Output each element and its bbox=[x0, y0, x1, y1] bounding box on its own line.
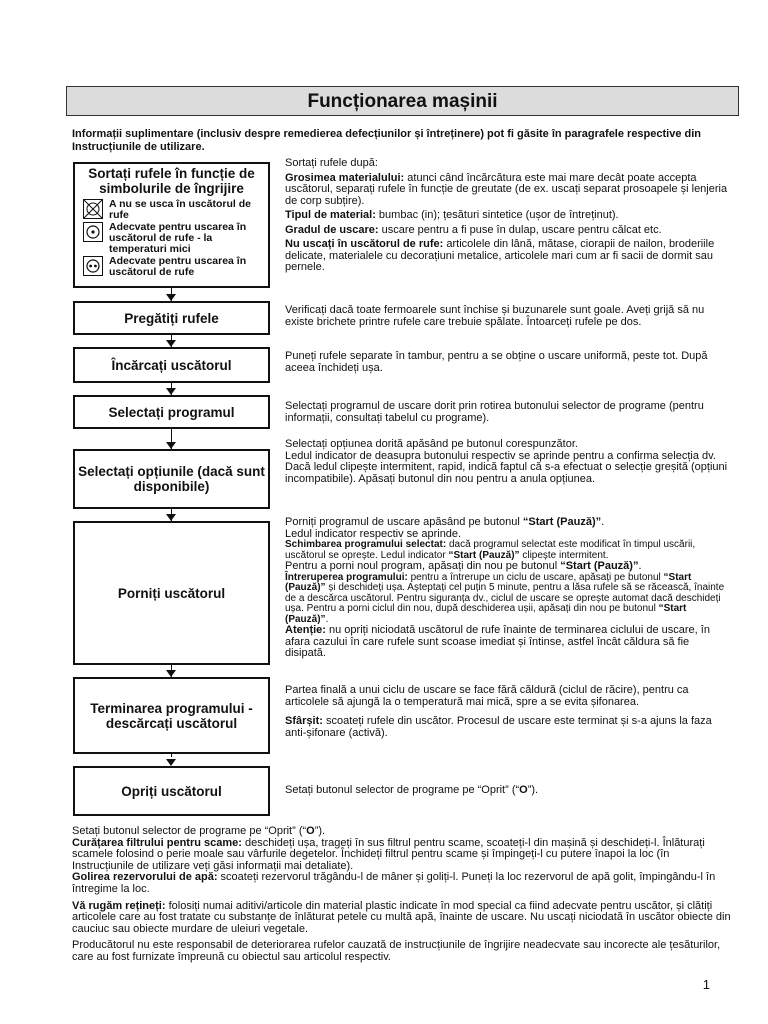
start-line-1: Porniți programul de uscare apăsând pe butonul “Start (Pauză)”. bbox=[285, 516, 605, 528]
start-line-2: Ledul indicator respectiv se aprinde. bbox=[285, 527, 462, 540]
prepare-description: Verificați dacă toate fermoarele sunt închise și buzunarele sunt goale. Aveți grijă să nu existe brichete printre rufele care trebuie spălate. Întoarceți rufele pe dos. bbox=[285, 304, 705, 328]
step-label: Terminarea programului - descărcați uscătorul bbox=[90, 700, 253, 731]
step-switch-off bbox=[73, 766, 270, 816]
step-label: Încărcați uscătorul bbox=[111, 357, 232, 373]
intro-text: Informații suplimentare (inclusiv despre remedierea defecțiunilor și întreținere) pot fi găsite în paragrafele respective din Instrucțiunile de utilizare. bbox=[72, 128, 702, 153]
flow-arrow bbox=[166, 340, 176, 347]
page-title: Funcționarea mașinii bbox=[66, 86, 739, 116]
sort-do-not-dry: Nu uscați în uscătorul de rufe: articolele din lână, mătase, ciorapii de nailon, broderiile delicate, materialele cu decorațiuni metalice, articolele mari cum ar fi sacii de dormit sau pernele. bbox=[285, 238, 715, 273]
no-tumble-dry-icon bbox=[83, 199, 103, 219]
warning-text: Atenție: nu opriți niciodată uscătorul de rufe înainte de terminarea ciclului de uscare, în afara cazului în care rufele sunt scoase imediat și întinse, astfel încât căldura să fie disipată. bbox=[285, 624, 710, 659]
sort-heading: Sortați rufele după: bbox=[285, 157, 378, 169]
care-item-label: Adecvate pentru uscarea în uscătorul de rufe bbox=[109, 255, 247, 278]
flow-arrow bbox=[166, 670, 176, 677]
program-description: Selectați programul de uscare dorit prin rotirea butonului selector de programe (pentru informații, consultați tabelul cu programe). bbox=[285, 400, 704, 424]
flow-arrow bbox=[166, 388, 176, 395]
start-description bbox=[285, 517, 730, 660]
finish-cooling: Partea finală a unui ciclu de uscare se face fără căldură (ciclul de răcire), pentru ca articolele să ajungă la o temperatură mai mică, spre a se evita șifonarea. bbox=[285, 684, 689, 708]
step-prepare-laundry bbox=[73, 301, 270, 335]
step-label: Selectați programul bbox=[108, 404, 235, 420]
stop-description: Setați butonul selector de programe pe “Oprit” (“O”). bbox=[285, 784, 539, 796]
step-program-end bbox=[73, 677, 270, 754]
care-symbols-box bbox=[73, 162, 270, 288]
maintenance-switch-off: Setați butonul selector de programe pe “Oprit” (“O”). bbox=[72, 825, 326, 837]
care-item-label: Adecvate pentru uscarea în uscătorul de rufe - la temperaturi mici bbox=[109, 221, 247, 255]
step-label: Selectați opțiunile (dacă sunt disponibile) bbox=[78, 464, 265, 494]
step-select-program bbox=[73, 395, 270, 429]
step-label: Pregătiți rufele bbox=[124, 310, 219, 326]
step-select-options bbox=[73, 449, 270, 509]
disclaimer-text: Producătorul nu este responsabil de deteriorarea rufelor cauzată de instrucțiunile de îngrijire neadecvate sau incorecte ale țesăturilor, care au fost furnizate împreună cu obiectul sau articolul respectiv. bbox=[72, 939, 721, 963]
options-description: Selectați opțiunea dorită apăsând pe butonul corespunzător. Ledul indicator de deasupra butonului respectiv se aprinde pentru a confirma selecția dv. Dacă ledul clipește intermitent, rapid, indică faptul că s-a efectuat o selecție greșită (opțiuni incompatibile). Apăsați butonul din nou pentru a anula opțiunea. bbox=[285, 438, 728, 485]
tumble-dry-low-icon bbox=[83, 222, 103, 242]
sort-description bbox=[285, 158, 730, 277]
tank-emptying: Golirea rezervorului de apă: scoateți rezervorul trăgându-l de mâner și goliți-l. Puneți la loc rezervorul de apă golit, împingându-l în întregime la loc. bbox=[72, 871, 716, 895]
care-item-label: A nu se usca în uscătorul de rufe bbox=[109, 198, 251, 221]
sort-material: Tipul de material: bumbac (in); țesături sintetice (ușor de întreținut). bbox=[285, 209, 619, 221]
step-label: Opriți uscătorul bbox=[121, 783, 222, 799]
restart-text: Pentru a porni noul program, apăsați din nou pe butonul “Start (Pauză)”. bbox=[285, 560, 642, 572]
page-number: 1 bbox=[702, 977, 710, 992]
sort-thickness: Grosimea materialului: atunci când încărcătura este mai mare decât poate accepta uscătorul, separați rufele în funcție de greutate (de ex. uscați separat prosoapele și lenjeria de corp subțire). bbox=[285, 171, 728, 207]
flow-arrow bbox=[166, 442, 176, 449]
care-item bbox=[83, 199, 264, 221]
step-start-dryer bbox=[73, 521, 270, 665]
change-program-text: Schimbarea programului selectat: dacă programul selectat este modificat în timpul uscării, uscătorul se oprește. Ledul indicator “Start (Pauză)” clipește intermitent. bbox=[285, 539, 696, 561]
care-item bbox=[83, 256, 264, 278]
flow-arrow bbox=[166, 294, 176, 301]
finish-description bbox=[285, 685, 730, 742]
interrupt-text: Întreruperea programului: pentru a întrerupe un ciclu de uscare, apăsați pe butonul “Start (Pauză)” și deschideți ușa. Așteptați cel puțin 5 minute, pentru a lăsa rufele să se răcească, înainte de a descărca uscătorul. Pentru siguranța dv., ciclul de uscare se oprește automat dacă deschideți ușa. Pentru a porni ciclul din nou, după deschiderea ușii, apăsați din nou pe butonul “Start (Pauză)”. bbox=[285, 571, 725, 625]
finish-end: Sfârșit: scoateți rufele din uscător. Procesul de uscare este terminat și s-a ajuns la faza anti-șifonare (activă). bbox=[285, 715, 712, 739]
care-item bbox=[83, 222, 264, 255]
maintenance-section bbox=[72, 826, 732, 969]
note-text: Vă rugăm rețineți: folosiți numai aditivi/articole din material plastic indicate în mod special ca fiind adecvate pentru uscător, și clătiți articolele care au fost tratate cu substanțe de înlăturat petele cu multă apă, înainte de uscare. Nu uscați niciodată în uscător obiecte din cauciuc sau obiecte murdare de uleiuri vegetale. bbox=[72, 899, 731, 935]
care-box-title: Sortați rufele în funcție de simbolurile de îngrijire bbox=[88, 166, 255, 196]
filter-cleaning: Curățarea filtrului pentru scame: deschideți ușa, trageți în sus filtrul pentru scame, scoateți-l din mașină și deschideți-l. Înlăturați scamele folosind o perie moale sau vârfurile degetelor. Închideți filtrul pentru scame și împingeți-l cu putere înapoi la loc (în Instrucțiunile de utilizare veți găsi informații mai detaliate). bbox=[72, 836, 705, 872]
step-label: Porniți uscătorul bbox=[117, 585, 226, 601]
flow-arrow bbox=[166, 759, 176, 766]
tumble-dry-normal-icon bbox=[83, 256, 103, 276]
step-load-dryer bbox=[73, 347, 270, 383]
load-description: Puneți rufele separate în tambur, pentru a se obține o uscare uniformă, peste tot. După aceea închideți ușa. bbox=[285, 350, 708, 374]
flow-arrow bbox=[166, 514, 176, 521]
sort-dryness: Gradul de uscare: uscare pentru a fi puse în dulap, uscare pentru călcat etc. bbox=[285, 223, 662, 236]
